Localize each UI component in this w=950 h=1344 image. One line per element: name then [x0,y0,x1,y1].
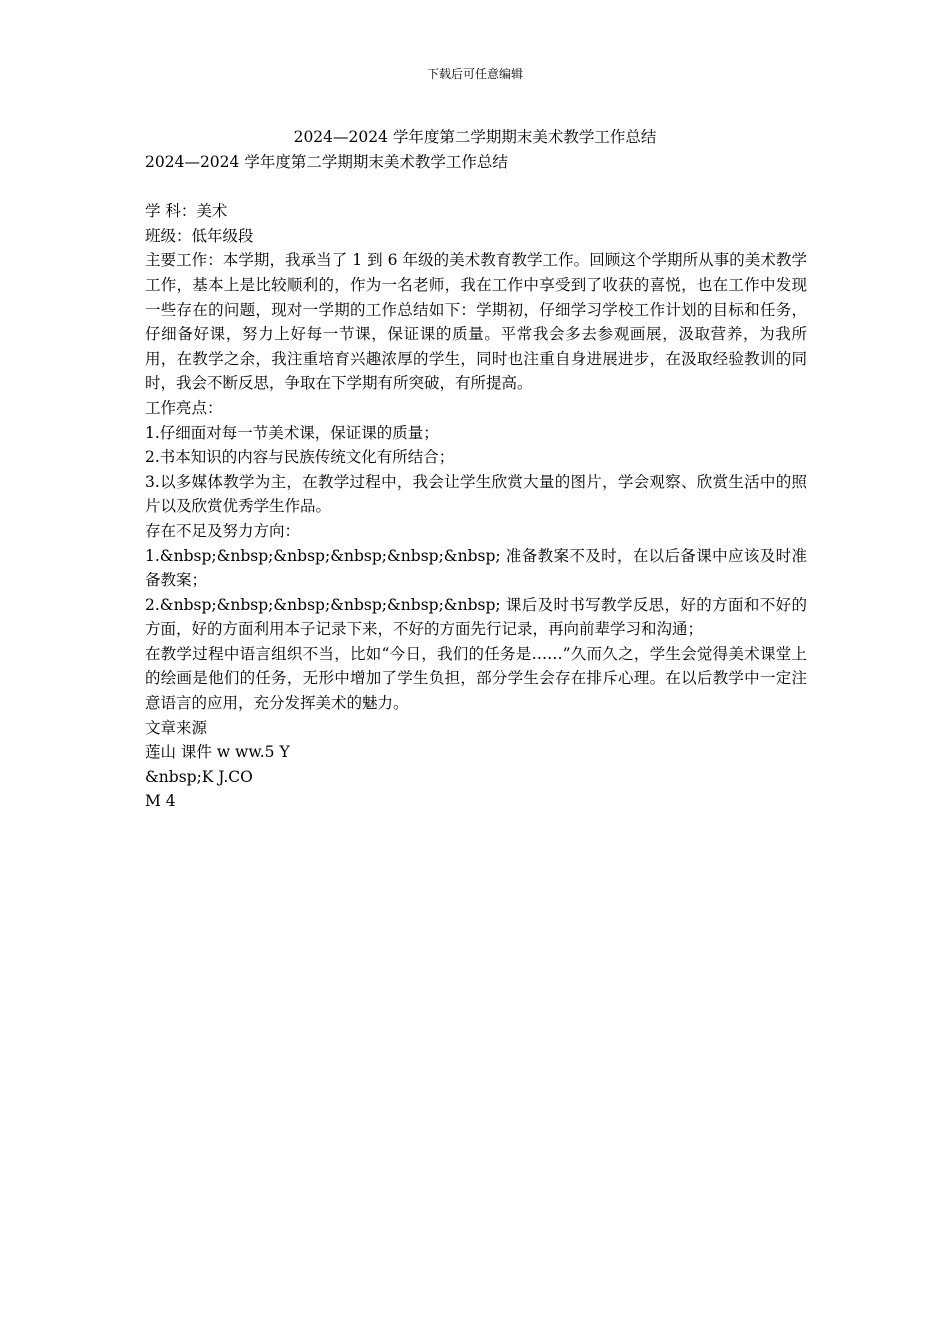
source-line: &nbsp;K J.CO [145,767,253,786]
shortcoming-item: 1.&nbsp;&nbsp;&nbsp;&nbsp;&nbsp;&nbsp; 准备教案不及时，在以后备课中应该及时准备教案； [145,546,807,590]
document-body [145,150,807,814]
document-subtitle: 2024—2024 学年度第二学期期末美术教学工作总结 [145,153,508,171]
blank-line [145,175,807,200]
shortcoming-item: 2.&nbsp;&nbsp;&nbsp;&nbsp;&nbsp;&nbsp; 课后及时书写教学反思，好的方面和不好的方面，好的方面利用本子记录下来，不好的方面先行记录，再向前辈学习和沟通； [145,595,807,639]
source-line: M 4 [145,792,176,811]
source-line: 莲山 课件 w ww.5 Y [145,743,290,762]
highlights-heading: 工作亮点： [145,398,223,417]
shortcoming-item: 在教学过程中语言组织不当，比如“今日，我们的任务是……”久而久之，学生会觉得美术课堂上的绘画是他们的任务，无形中增加了学生负担，部分学生会存在排斥心理。在以后教学中一定注意语言的应用，充分发挥美术的魅力。 [145,644,807,713]
shortcomings-heading: 存在不足及努力方向： [145,521,301,540]
highlight-item: 3.以多媒体教学为主，在教学过程中，我会让学生欣赏大量的图片，学会观察、欣赏生活中的照片以及欣赏优秀学生作品。 [145,472,807,516]
highlight-item: 2.书本知识的内容与民族传统文化有所结合； [145,448,455,467]
highlight-item: 1.仔细面对每一节美术课，保证课的质量； [145,423,439,442]
main-work-paragraph: 主要工作：本学期，我承当了 1 到 6 年级的美术教育教学工作。回顾这个学期所从事的美术教学工作，基本上是比较顺利的，作为一名老师，我在工作中享受到了收获的喜悦，也在工作中发现一些存在的问题，现对一学期的工作总结如下：学期初，仔细学习学校工作计划的目标和任务，仔细备好课，努力上好每一节课，保证课的质量。平常我会多去参观画展，汲取营养，为我所用，在教学之余，我注重培育兴趣浓厚的学生，同时也注重自身进展进步，在汲取经验教训的同时，我会不断反思，争取在下学期有所突破，有所提高。 [145,251,807,393]
document-title: 2024—2024 学年度第二学期期末美术教学工作总结 [293,128,657,146]
source-line: 文章来源 [145,718,208,737]
subject-line: 学 科：美术 [145,202,228,221]
download-note: 下载后可任意编辑 [426,67,523,81]
class-line: 班级：低年级段 [145,226,254,245]
